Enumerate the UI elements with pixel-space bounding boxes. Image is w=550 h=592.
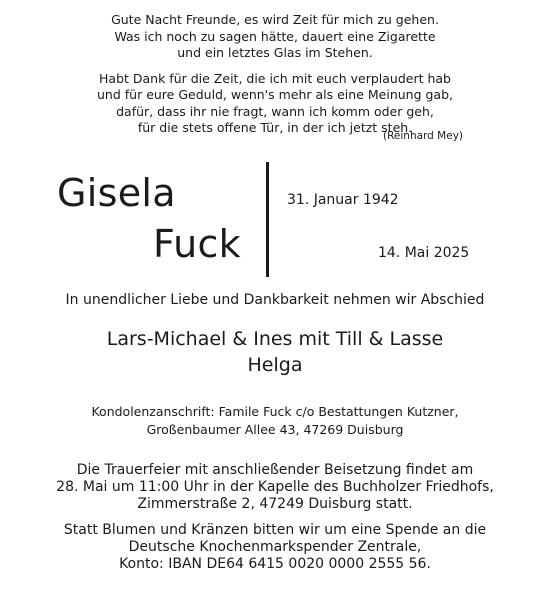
condolence-address xyxy=(0,403,550,439)
ceremony-line: Die Trauerfeier mit anschließender Beisetzung findet am xyxy=(76,462,474,478)
poem-line: Habt Dank für die Zeit, die ich mit euch verplaudert hab xyxy=(99,70,451,86)
poem-stanza-2 xyxy=(0,71,550,137)
ceremony-line: Zimmerstraße 2, 47249 Duisburg statt. xyxy=(137,496,413,512)
family-line: Helga xyxy=(247,354,303,376)
poem-line: Was ich noch zu sagen hätte, dauert eine Zigarette xyxy=(114,28,436,44)
poem-stanza-1 xyxy=(0,12,550,62)
donation-line: Deutsche Knochenmarkspender Zentrale, xyxy=(128,539,422,555)
poem-line: für die stets offene Tür, in der ich jetzt steh. xyxy=(137,120,413,135)
birth-date: 31. Januar 1942 xyxy=(287,192,399,208)
poem-line: Gute Nacht Freunde, es wird Zeit für mich zu gehen. xyxy=(111,12,439,27)
ceremony-info xyxy=(0,462,550,513)
death-date: 14. Mai 2025 xyxy=(378,245,470,261)
poem-line: und ein letztes Glas im Stehen. xyxy=(177,45,373,60)
donation-line: Konto: IBAN DE64 6415 0020 0000 2555 56. xyxy=(119,556,431,572)
farewell-text: In unendlicher Liebe und Dankbarkeit nehmen wir Abschied xyxy=(65,292,485,308)
condolence-line: Kondolenzanschrift: Famile Fuck c/o Bestattungen Kutzner, xyxy=(91,404,459,419)
family-line: Lars-Michael & Ines mit Till & Lasse xyxy=(106,328,444,350)
deceased-last-name: Fuck xyxy=(153,222,241,266)
poem-block xyxy=(0,12,550,142)
family-names xyxy=(0,326,550,378)
ceremony-line: 28. Mai um 11:00 Uhr in der Kapelle des Buchholzer Friedhofs, xyxy=(56,479,494,495)
deceased-first-name: Gisela xyxy=(57,171,176,215)
poem-line: dafür, dass ihr nie fragt, wann ich komm oder geh, xyxy=(116,103,434,119)
condolence-line: Großenbaumer Allee 43, 47269 Duisburg xyxy=(146,422,404,437)
poem-line: und für eure Geduld, wenn's mehr als eine Meinung gab, xyxy=(97,87,453,102)
donation-line: Statt Blumen und Kränzen bitten wir um eine Spende an die xyxy=(63,522,487,538)
poem-author: (Reinhard Mey) xyxy=(383,130,464,142)
donation-info xyxy=(0,522,550,573)
vertical-divider xyxy=(266,162,269,277)
